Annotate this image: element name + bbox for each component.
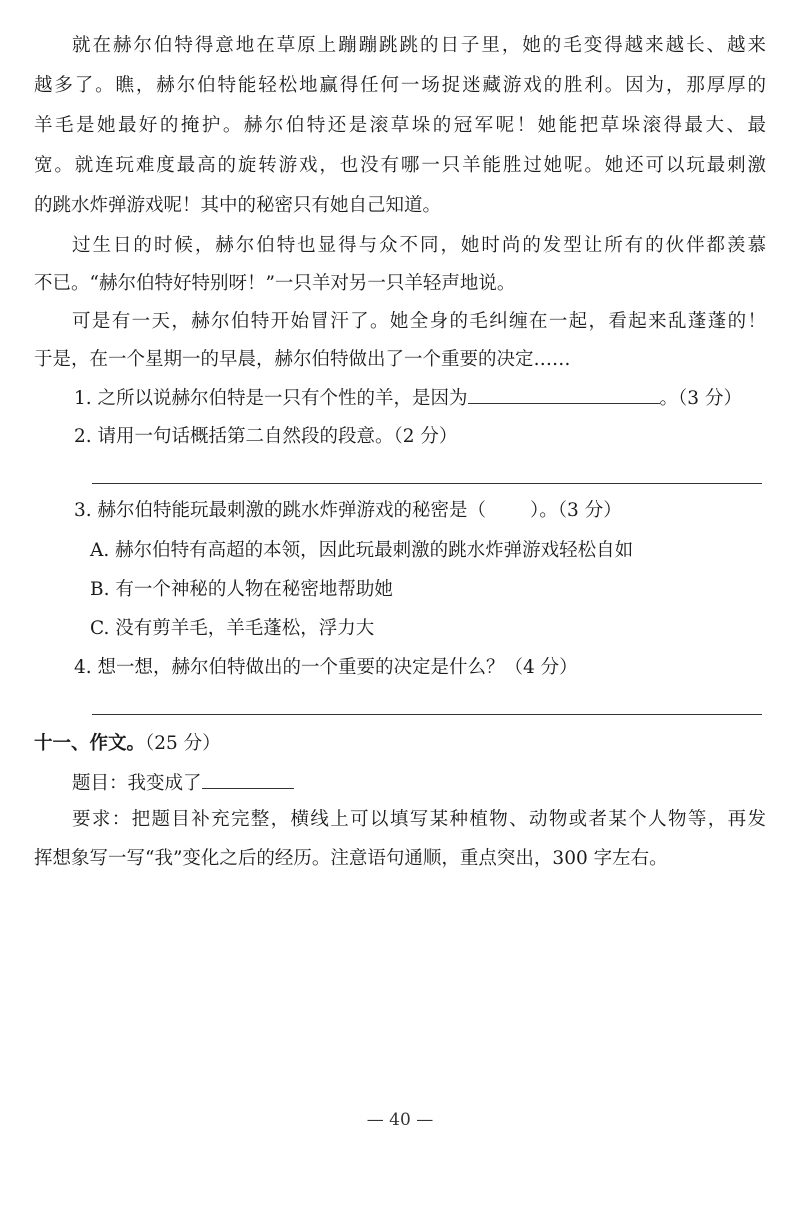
passage-line: 就在赫尔伯特得意地在草原上蹦蹦跳跳的日子里，她的毛变得越来越长、越来 [72,35,766,56]
section-heading-text: 十一、作文。 [34,733,146,754]
question-1-text: 1. 之所以说赫尔伯特是一只有个性的羊，是因为 [74,388,468,409]
passage-line: 于是，在一个星期一的早晨，赫尔伯特做出了一个重要的决定…… [34,349,571,370]
composition-requirement-line: 要求：把题目补充完整，横线上可以填写某种植物、动物或者某个人物等，再发 [72,809,766,830]
passage-line: 越多了。瞧，赫尔伯特能轻松地赢得任何一场捉迷藏游戏的胜利。因为，那厚厚的 [34,75,766,96]
section-heading-composition [34,732,221,756]
passage-line: 宽。就连玩难度最高的旋转游戏，也没有哪一只羊能胜过她呢。她还可以玩最刺激 [34,155,766,176]
composition-topic-text: 题目：我变成了 [72,773,202,794]
question-4-answer-line[interactable] [92,714,762,715]
question-3-points: ）。（3 分） [530,500,622,521]
composition-topic [72,770,294,796]
section-points: （25 分） [145,733,221,754]
question-1-points: 。（3 分） [659,388,742,409]
composition-requirement-line: 挥想象写一写“我”变化之后的经历。注意语句通顺，重点突出，300 字左右。 [34,848,668,869]
question-2-answer-line[interactable] [92,483,762,484]
passage-line: 过生日的时候，赫尔伯特也显得与众不同，她时尚的发型让所有的伙伴都羡慕 [72,235,766,256]
question-1 [74,385,742,411]
question-3-text: 3. 赫尔伯特能玩最刺激的跳水炸弹游戏的秘密是（ [74,500,487,521]
question-3-option-c: C. 没有剪羊毛，羊毛蓬松，浮力大 [90,618,375,639]
question-2-text: 2. 请用一句话概括第二自然段的段意。（2 分） [74,426,458,447]
question-3-option-b: B. 有一个神秘的人物在秘密地帮助她 [90,579,393,600]
worksheet-page [34,0,766,1217]
passage-line: 羊毛是她最好的掩护。赫尔伯特还是滚草垛的冠军呢！她能把草垛滚得最大、最 [34,115,766,136]
question-3 [74,499,622,523]
question-3-option-a: A. 赫尔伯特有高超的本领，因此玩最刺激的跳水炸弹游戏轻松自如 [90,540,634,561]
passage-line: 的跳水炸弹游戏呢！其中的秘密只有她自己知道。 [34,195,442,216]
passage-line: 可是有一天，赫尔伯特开始冒汗了。她全身的毛纠缠在一起，看起来乱蓬蓬的！ [72,311,766,332]
page-number: — 40 — [366,1110,434,1130]
composition-topic-blank[interactable] [202,770,294,789]
passage-line: 不已。“赫尔伯特好特别呀！”一只羊对另一只羊轻声地说。 [34,273,516,294]
question-1-answer-blank[interactable] [468,385,660,404]
question-4-text: 4. 想一想，赫尔伯特做出的一个重要的决定是什么？（4 分） [74,657,578,678]
